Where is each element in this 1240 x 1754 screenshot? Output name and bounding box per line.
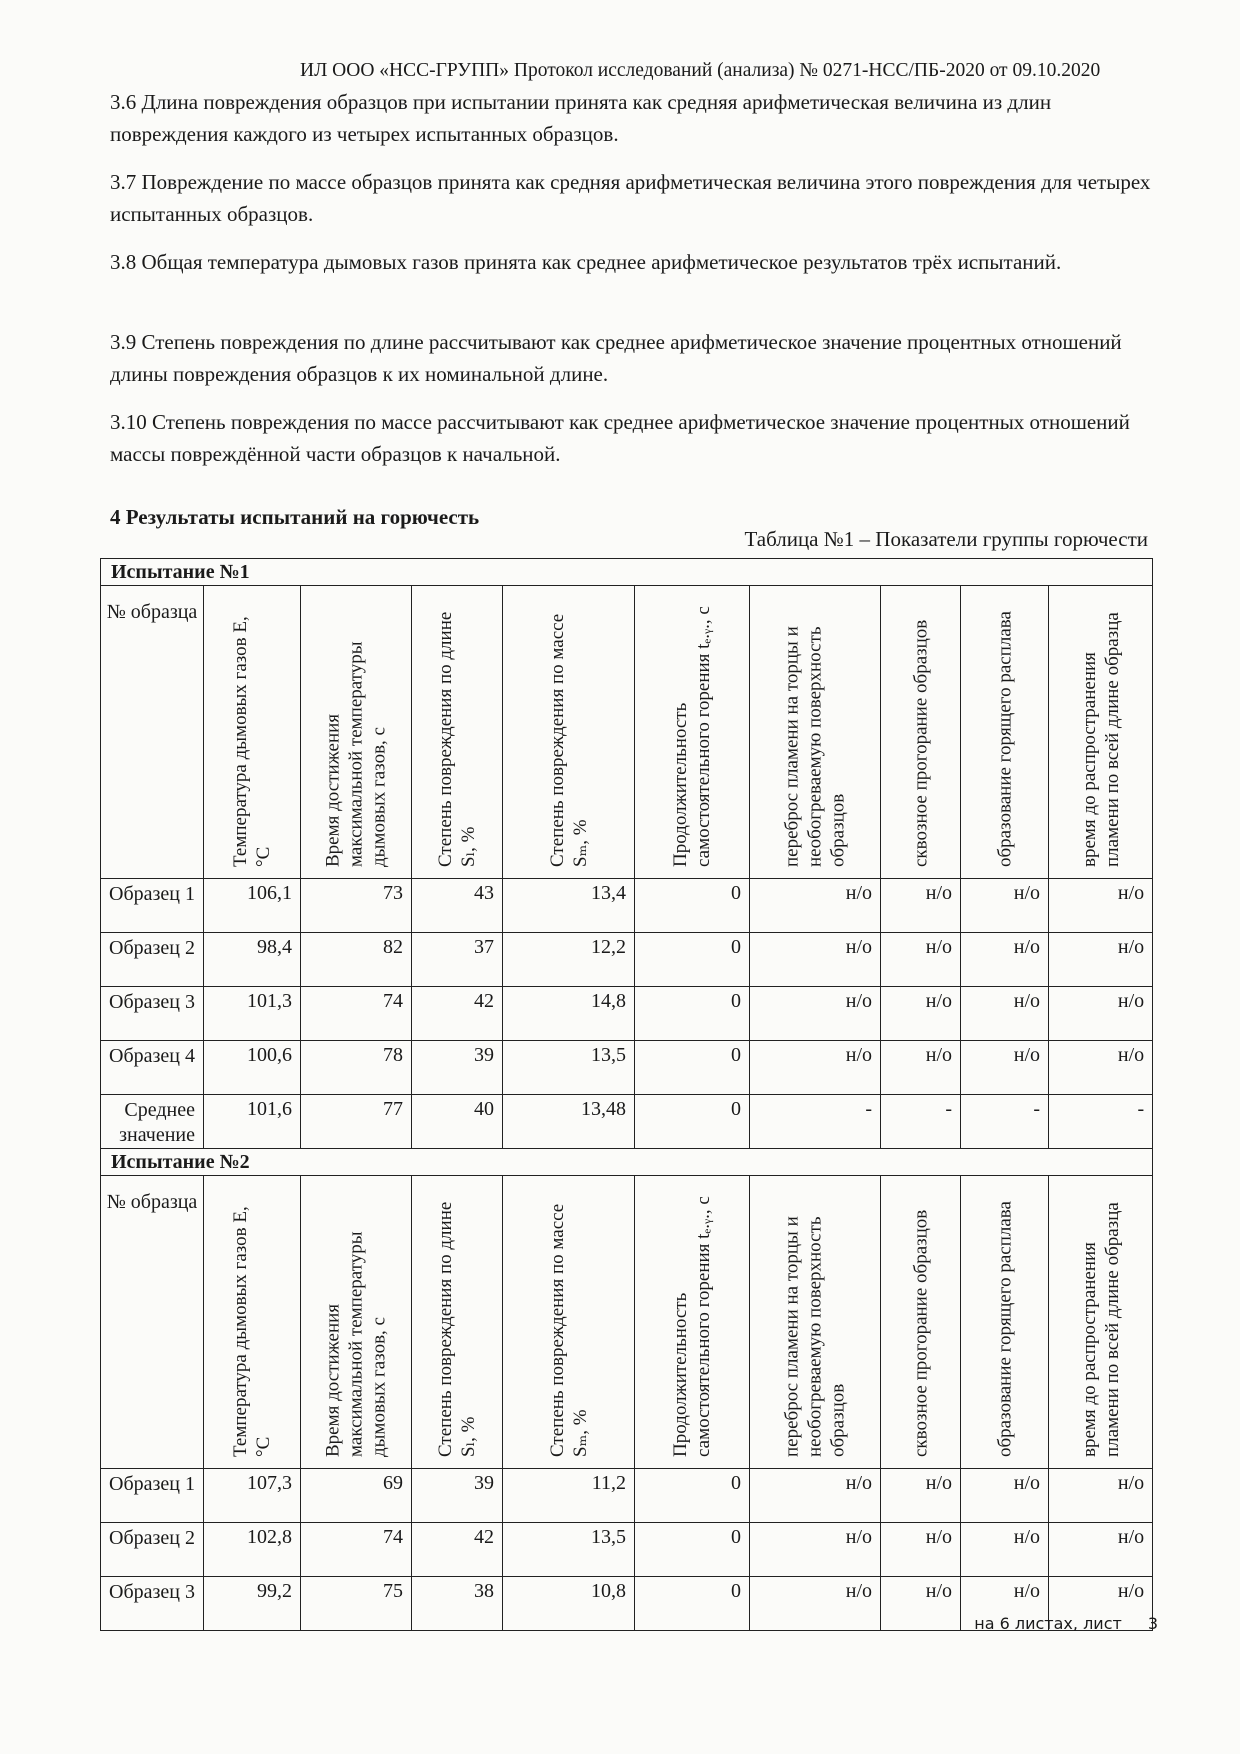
trial-title-row: [101, 559, 1153, 586]
table-cell: н/о: [961, 933, 1049, 987]
table-cell: 13,5: [503, 1523, 635, 1577]
column-header-label: Степень повреждения по массе Sₘ, %: [546, 1203, 591, 1457]
table-row: [101, 987, 1153, 1041]
table-cell: 0: [635, 1041, 750, 1095]
table-cell: 74: [301, 987, 412, 1041]
protocol-header: ИЛ ООО «НСС-ГРУПП» Протокол исследований (анализа) № 0271-НСС/ПБ-2020 от 09.10.2020: [300, 60, 1101, 81]
paragraph-3-10: 3.10 Степень повреждения по массе рассчитывают как среднее арифметическое значение процентных отношений массы повреждённой части образцов к начальной.: [110, 410, 1130, 466]
table-cell: 39: [412, 1041, 503, 1095]
table-cell: 100,6: [204, 1041, 301, 1095]
row-label: Образец 4: [101, 1041, 204, 1095]
table-cell: н/о: [750, 1469, 881, 1523]
paragraph-3-7: 3.7 Повреждение по массе образцов принята как средняя арифметическая величина этого повреждения для четырех испытанных образцов.: [110, 170, 1151, 226]
sample-number-header: [101, 1176, 204, 1469]
sample-number-header: [101, 586, 204, 879]
table-cell: 77: [301, 1095, 412, 1149]
table-cell: 69: [301, 1469, 412, 1523]
footer-sheets: на 6 листах, лист: [974, 1614, 1122, 1633]
table-cell: 0: [635, 1577, 750, 1631]
column-header: [301, 1176, 412, 1469]
trial-title: Испытание №2: [101, 1149, 1153, 1176]
column-header: [750, 586, 881, 879]
table-cell: н/о: [750, 879, 881, 933]
column-header: [1049, 586, 1153, 879]
table-cell: 101,6: [204, 1095, 301, 1149]
table-cell: 74: [301, 1523, 412, 1577]
row-label: Образец 2: [101, 933, 204, 987]
table-cell: -: [881, 1095, 961, 1149]
column-header-label: Степень повреждения по длине Sₗ, %: [435, 611, 479, 867]
column-header: [301, 586, 412, 879]
row-label: Образец 1: [101, 879, 204, 933]
table-cell: 37: [412, 933, 503, 987]
column-header-label: сквозное прогорание образцов: [910, 1209, 931, 1457]
table-cell: н/о: [881, 1523, 961, 1577]
column-header-label: образование горящего расплава: [994, 611, 1015, 867]
table-cell: н/о: [961, 987, 1049, 1041]
paragraph-3-8: 3.8 Общая температура дымовых газов принята как среднее арифметическое результатов трёх испытаний.: [110, 250, 1062, 274]
column-header: [961, 586, 1049, 879]
column-header-label: Степень повреждения по длине Sₗ, %: [435, 1201, 479, 1457]
table-row: [101, 1095, 1153, 1149]
header-row: [101, 586, 1153, 879]
column-header-label: Степень повреждения по массе Sₘ, %: [546, 613, 591, 867]
table-cell: 13,48: [503, 1095, 635, 1149]
table-cell: н/о: [750, 1523, 881, 1577]
row-label: Образец 2: [101, 1523, 204, 1577]
row-label: Образец 1: [101, 1469, 204, 1523]
table-cell: 39: [412, 1469, 503, 1523]
table-cell: 0: [635, 1095, 750, 1149]
column-header-label: Продолжительность самостоятельного горения tₑ.ᵧ., с: [670, 1196, 714, 1457]
table-cell: н/о: [881, 1577, 961, 1631]
sample-number-header-label: № образца: [106, 601, 198, 623]
column-header: [412, 586, 503, 879]
table-cell: 0: [635, 987, 750, 1041]
column-header-label: переброс пламени на торцы и необогреваемую поверхность образцов: [781, 626, 849, 867]
footer-page-number: 3: [1147, 1614, 1158, 1633]
table-cell: 42: [412, 987, 503, 1041]
row-label: Образец 3: [101, 987, 204, 1041]
table-cell: 40: [412, 1095, 503, 1149]
column-header: [881, 586, 961, 879]
table-cell: 38: [412, 1577, 503, 1631]
table-cell: н/о: [1049, 1041, 1153, 1095]
column-header-label: Время достижения максимальной температуры дымовых газов, с: [322, 641, 390, 867]
table-cell: н/о: [881, 1469, 961, 1523]
table-cell: н/о: [881, 879, 961, 933]
table-cell: 75: [301, 1577, 412, 1631]
table-cell: 73: [301, 879, 412, 933]
column-header-label: переброс пламени на торцы и необогреваемую поверхность образцов: [781, 1216, 849, 1457]
column-header: [750, 1176, 881, 1469]
table-cell: н/о: [750, 1041, 881, 1095]
trial-title-row: [101, 1149, 1153, 1176]
table-cell: н/о: [961, 1523, 1049, 1577]
column-header-label: Температура дымовых газов E, °С: [230, 616, 274, 867]
table-cell: н/о: [1049, 1523, 1153, 1577]
trial-title: Испытание №1: [101, 559, 1153, 586]
column-header: [503, 1176, 635, 1469]
table-cell: 102,8: [204, 1523, 301, 1577]
table-cell: -: [961, 1095, 1049, 1149]
table-cell: 0: [635, 1469, 750, 1523]
table-cell: 98,4: [204, 933, 301, 987]
table-cell: н/о: [881, 933, 961, 987]
row-label: Образец 3: [101, 1577, 204, 1631]
column-header: [503, 586, 635, 879]
table-row: [101, 1469, 1153, 1523]
table-row: [101, 879, 1153, 933]
column-header: [412, 1176, 503, 1469]
table-cell: 12,2: [503, 933, 635, 987]
column-header: [961, 1176, 1049, 1469]
header-row: [101, 1176, 1153, 1469]
table-cell: н/о: [961, 1041, 1049, 1095]
table-cell: н/о: [1049, 987, 1153, 1041]
column-header: [881, 1176, 961, 1469]
table-cell: 13,4: [503, 879, 635, 933]
paragraph-3-6: 3.6 Длина повреждения образцов при испытании принята как средняя арифметическая величина из длин повреждения каждого из четырех испытанных образцов.: [110, 90, 1052, 146]
table-cell: 10,8: [503, 1577, 635, 1631]
row-label: Среднее значение: [101, 1095, 204, 1149]
table-cell: 0: [635, 933, 750, 987]
table-row: [101, 1523, 1153, 1577]
column-header: [635, 586, 750, 879]
table-cell: н/о: [1049, 1469, 1153, 1523]
table-cell: н/о: [1049, 933, 1153, 987]
table-cell: н/о: [961, 1469, 1049, 1523]
table-cell: -: [750, 1095, 881, 1149]
table-cell: 107,3: [204, 1469, 301, 1523]
table-row: [101, 933, 1153, 987]
table-caption: Таблица №1 – Показатели группы горючести: [744, 527, 1148, 551]
column-header-label: Температура дымовых газов E, °С: [230, 1206, 274, 1457]
table-cell: н/о: [750, 1577, 881, 1631]
table-cell: н/о: [1049, 879, 1153, 933]
table-cell: 101,3: [204, 987, 301, 1041]
table-cell: 13,5: [503, 1041, 635, 1095]
column-header: [204, 586, 301, 879]
table-cell: 11,2: [503, 1469, 635, 1523]
table-cell: 99,2: [204, 1577, 301, 1631]
table-cell: -: [1049, 1095, 1153, 1149]
table-cell: н/о: [881, 1041, 961, 1095]
column-header: [204, 1176, 301, 1469]
table-cell: н/о: [750, 933, 881, 987]
column-header-label: время до распространения пламени по всей длине образца: [1078, 1202, 1123, 1457]
column-header-label: образование горящего расплава: [994, 1201, 1015, 1457]
section-title: 4 Результаты испытаний на горючесть: [110, 505, 480, 529]
column-header-label: Время достижения максимальной температуры дымовых газов, с: [322, 1231, 390, 1457]
column-header-label: время до распространения пламени по всей длине образца: [1078, 612, 1123, 867]
table-cell: н/о: [881, 987, 961, 1041]
paragraph-3-9: 3.9 Степень повреждения по длине рассчитывают как среднее арифметическое значение процентных отношений длины повреждения образцов к их номинальной длине.: [110, 330, 1122, 386]
results-table: [100, 558, 1153, 1631]
table-cell: 82: [301, 933, 412, 987]
page-footer: [974, 1614, 1158, 1633]
table-cell: 78: [301, 1041, 412, 1095]
table-cell: н/о: [1049, 1577, 1153, 1631]
table-cell: н/о: [961, 879, 1049, 933]
column-header-label: сквозное прогорание образцов: [910, 619, 931, 867]
table-cell: 43: [412, 879, 503, 933]
sample-number-header-label: № образца: [106, 1191, 198, 1213]
column-header-label: Продолжительность самостоятельного горения tₑ.ᵧ., с: [670, 606, 714, 867]
table-cell: 14,8: [503, 987, 635, 1041]
table-cell: н/о: [750, 987, 881, 1041]
table-cell: 42: [412, 1523, 503, 1577]
table-cell: 0: [635, 879, 750, 933]
column-header: [635, 1176, 750, 1469]
table-cell: 106,1: [204, 879, 301, 933]
table-cell: 0: [635, 1523, 750, 1577]
column-header: [1049, 1176, 1153, 1469]
table-row: [101, 1041, 1153, 1095]
table-cell: н/о: [961, 1577, 1049, 1631]
